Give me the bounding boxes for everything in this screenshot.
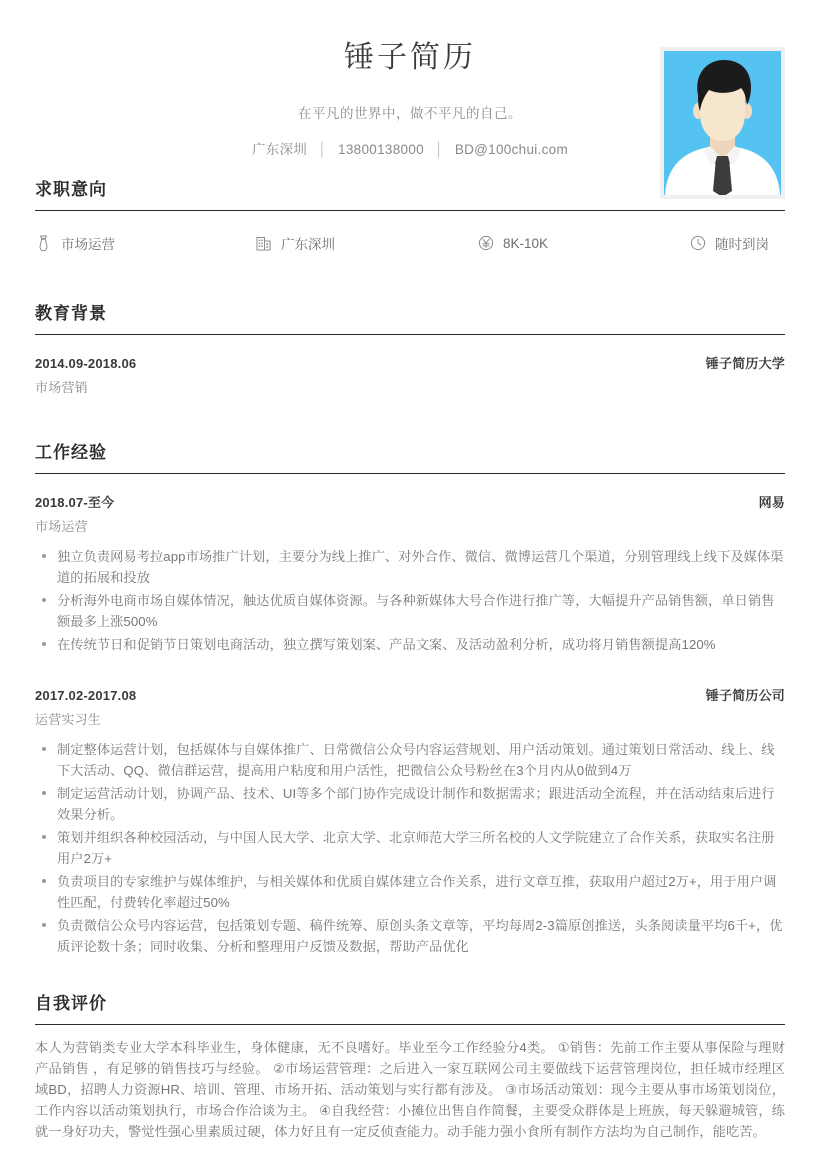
intent-label-salary: 8K-10K	[503, 235, 549, 251]
resume-header	[0, 0, 820, 175]
work-date: 2017.02-2017.08	[35, 688, 137, 703]
entry-header	[35, 353, 785, 372]
list-item: 制定整体运营计划，包括媒体与自媒体推广、日常微信公众号内容运营规划、用户活动策划。通过策划日常活动、线上、线下大活动、QQ、微信群运营，提高用户粘度和用户活性，把微信公众号粉丝在3个月内从0做到4万	[35, 739, 785, 781]
list-item: 制定运营活动计划，协调产品、技术、UI等多个部门协作完成设计制作和数据需求；跟进活动全流程，并在活动结束后进行效果分析。	[35, 783, 785, 825]
section-self-evaluation	[0, 989, 820, 1142]
yen-icon	[477, 234, 494, 252]
page-title: 锤子简历	[344, 41, 476, 74]
intent-item-position	[35, 233, 255, 253]
entry-header	[35, 685, 785, 704]
spacer	[0, 959, 820, 989]
list-item: 在传统节日和促销节日策划电商活动，独立撰写策划案、产品文案、及活动盈利分析，成功将月销售额提高120%	[35, 634, 785, 655]
intent-label-position: 市场运营	[61, 237, 115, 252]
work-company: 网易	[758, 495, 785, 510]
work-date: 2018.07-至今	[35, 495, 115, 510]
section-title-intent: 求职意向	[35, 180, 107, 199]
tie-icon	[35, 234, 52, 252]
section-title-work: 工作经验	[35, 443, 107, 462]
section-education	[0, 299, 820, 396]
list-item: 负责项目的专家维护与媒体维护，与相关媒体和优质自媒体建立合作关系，进行文章互推，获取用户超过2万+，用于用户调性匹配，付费转化率超过50%	[35, 871, 785, 913]
contact-separator-2: │	[435, 142, 444, 157]
clock-icon	[689, 234, 706, 252]
section-divider	[35, 210, 785, 211]
spacer	[0, 396, 820, 438]
building-icon	[255, 234, 272, 252]
self-evaluation-text: 本人为营销类专业大学本科毕业生，身体健康，无不良嗜好。毕业至今工作经验分4类。 ①销售：先前工作主要从事保险与理财产品销售 ，有足够的销售技巧与经验。 ②市场运营管理：之后进入一家互联网公司主要做线下运营管理岗位，担任城市经理区域BD，招聘人力资源HR、培训、管理、市场开拓、活动策划与实行都有涉及。 ③市场活动策划：现今主要从事市场策划岗位，工作内容以活动策划执行，市场合作洽谈为主。 ④自我经营：小摊位出售自作简餐，主要受众群体是上班族，每天躲避城管，练就一身好功夫，警觉性强心里素质过硬，体力好且有一定反侦查能力。动手能力强小食所有制作方法均为自己制作，能吃苦。	[35, 1040, 785, 1139]
intent-label-availability: 随时到岗	[715, 237, 769, 252]
education-entry	[35, 339, 785, 396]
section-divider	[35, 1024, 785, 1025]
section-work	[0, 438, 820, 957]
avatar	[660, 47, 785, 199]
intent-item-salary	[477, 234, 689, 252]
section-divider	[35, 334, 785, 335]
intent-item-availability	[689, 233, 785, 253]
education-school: 锤子简历大学	[705, 356, 785, 371]
intent-row	[35, 215, 785, 257]
education-date: 2014.09-2018.06	[35, 356, 137, 371]
work-bullet-list	[35, 546, 785, 655]
work-role: 市场运营	[35, 519, 88, 534]
work-entry	[35, 478, 785, 655]
slogan-text: 在平凡的世界中，做不平凡的自己。	[298, 106, 522, 121]
entry-header	[35, 492, 785, 511]
intent-label-location: 广东深圳	[281, 237, 335, 252]
list-item: 独立负责网易考拉app市场推广计划，主要分为线上推广、对外合作、微信、微博运营几个渠道，分别管理线上线下及媒体渠道的拓展和投放	[35, 546, 785, 588]
list-item: 负责微信公众号内容运营，包括策划专题、稿件统筹、原创头条文章等，平均每周2-3篇原创推送，头条阅读量平均6千+，优质评论数十条；同时收集、分析和整理用户反馈及数据，帮助产品优化	[35, 915, 785, 957]
contact-phone: 13800138000	[338, 142, 424, 157]
avatar-illustration	[664, 51, 781, 195]
work-entry	[35, 671, 785, 957]
intent-item-location	[255, 233, 477, 253]
section-title-education: 教育背景	[35, 304, 107, 323]
section-divider	[35, 473, 785, 474]
work-company: 锤子简历公司	[705, 688, 785, 703]
list-item: 策划并组织各种校园活动，与中国人民大学、北京大学、北京师范大学三所名校的人文学院建立了合作关系，获取实名注册用户2万+	[35, 827, 785, 869]
contact-location: 广东深圳	[251, 142, 308, 157]
spacer	[0, 257, 820, 299]
work-bullet-list	[35, 739, 785, 957]
contact-separator-1: │	[318, 142, 327, 157]
list-item: 分析海外电商市场自媒体情况，触达优质自媒体资源。与各种新媒体大号合作进行推广等，大幅提升产品销售额，单日销售额最多上涨500%	[35, 590, 785, 632]
education-major: 市场营销	[35, 380, 88, 395]
contact-email: BD@100chui.com	[454, 142, 569, 157]
spacer	[35, 657, 785, 671]
section-title-self-evaluation: 自我评价	[35, 994, 107, 1013]
work-role: 运营实习生	[35, 712, 102, 727]
